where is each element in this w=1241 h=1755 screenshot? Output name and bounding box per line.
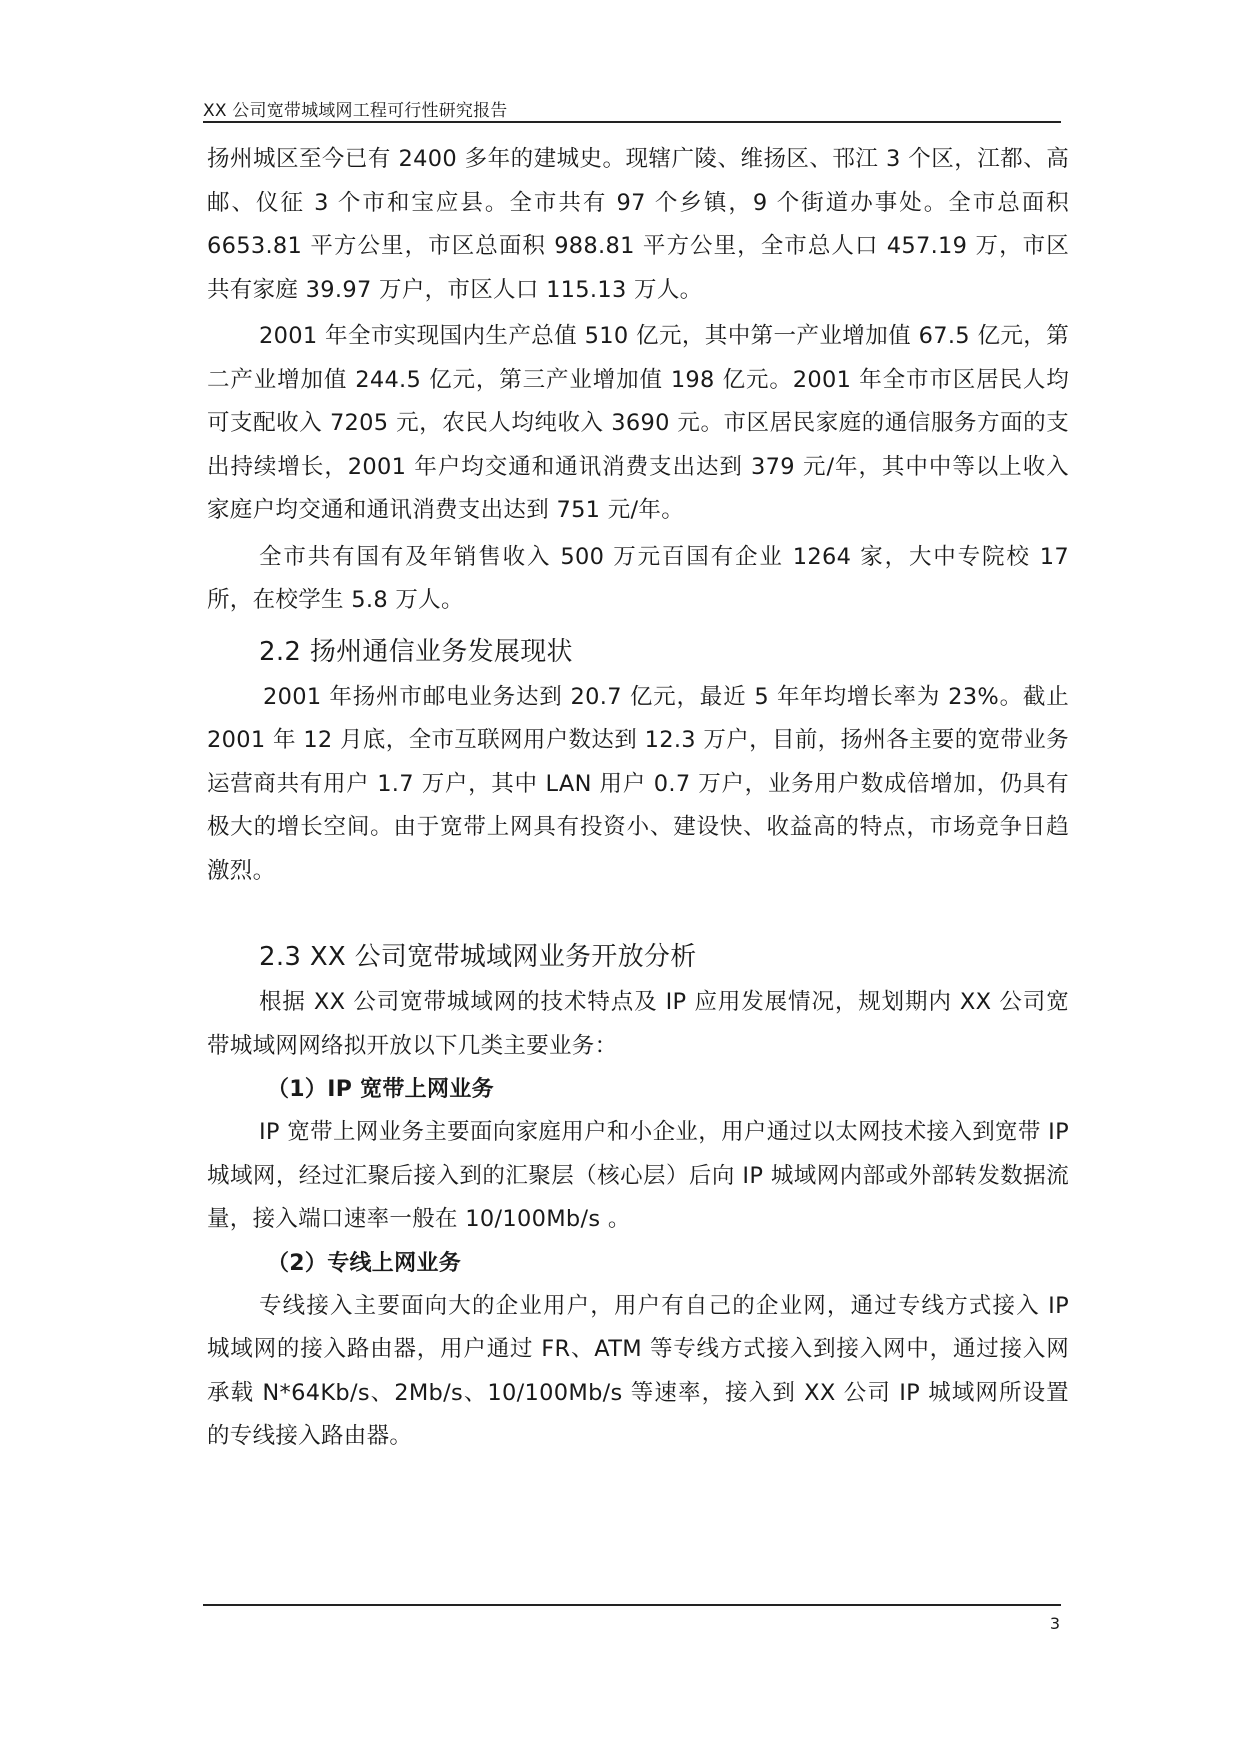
document-body bbox=[207, 138, 1069, 1459]
section-heading-2-2: 2.2 扬州通信业务发展现状 bbox=[259, 636, 573, 667]
paragraph-service-plan: 根据 XX 公司宽带城域网的技术特点及 IP 应用发展情况，规划期内 XX 公司宽带城域网网络拟开放以下几类主要业务： bbox=[207, 989, 1069, 1059]
paragraph-ip-broadband: IP 宽带上网业务主要面向家庭用户和小企业，用户通过以太网技术接入到宽带 IP 城域网，经过汇聚后接入到的汇聚层（核心层）后向 IP 城域网内部或外部转发数据流量，接入端口速率一般在 10/100Mb/s 。 bbox=[207, 1119, 1069, 1232]
paragraph-enterprises: 全市共有国有及年销售收入 500 万元百国有企业 1264 家，大中专院校 17 所，在校学生 5.8 万人。 bbox=[207, 543, 1069, 613]
section-heading-2-3: 2.3 XX 公司宽带城域网业务开放分析 bbox=[259, 942, 697, 972]
subheading-ip-broadband: （1）IP 宽带上网业务 bbox=[267, 1077, 494, 1102]
paragraph-city-overview: 扬州城区至今已有 2400 多年的建城史。现辖广陵、维扬区、邗江 3 个区，江都、高邮、仪征 3 个市和宝应县。全市共有 97 个乡镇，9 个街道办事处。全市总面积 6653.81 平方公里，市区总面积 988.81 平方公里，全市总人口 457.19 万，市区共有家庭 39.97 万户，市区人口 115.13 万人。 bbox=[207, 146, 1069, 303]
page-header: XX 公司宽带城域网工程可行性研究报告 bbox=[203, 101, 508, 121]
subheading-leased-line: （2）专线上网业务 bbox=[267, 1250, 462, 1276]
page-number: 3 bbox=[1049, 1614, 1060, 1633]
paragraph-leased-line: 专线接入主要面向大的企业用户，用户有自己的企业网，通过专线方式接入 IP 城域网的接入路由器，用户通过 FR、ATM 等专线方式接入到接入网中，通过接入网承载 N*64Kb/s、2Mb/s、10/100Mb/s 等速率，接入到 XX 公司 IP 城域网所设置的专线接入路由器。 bbox=[207, 1292, 1069, 1449]
paragraph-economy-2001: 2001 年全市实现国内生产总值 510 亿元，其中第一产业增加值 67.5 亿元，第二产业增加值 244.5 亿元，第三产业增加值 198 亿元。2001 年全市市区居民人均可支配收入 7205 元，农民人均纯收入 3690 元。市区居民家庭的通信服务方面的支出持续增长，2001 年户均交通和通讯消费支出达到 379 元/年，其中中等以上收入家庭户均交通和通讯消费支出达到 751 元/年。 bbox=[207, 323, 1069, 523]
footer-divider bbox=[203, 1604, 1061, 1606]
paragraph-telecom-status: 2001 年扬州市邮电业务达到 20.7 亿元，最近 5 年年均增长率为 23%。截止 2001 年 12 月底，全市互联网用户数达到 12.3 万户，目前，扬州各主要的宽带业务运营商共有用户 1.7 万户，其中 LAN 用户 0.7 万户，业务用户数成倍增加，仍具有极大的增长空间。由于宽带上网具有投资小、建设快、收益高的特点，市场竞争日趋激烈。 bbox=[207, 683, 1069, 884]
header-divider bbox=[203, 121, 1061, 123]
